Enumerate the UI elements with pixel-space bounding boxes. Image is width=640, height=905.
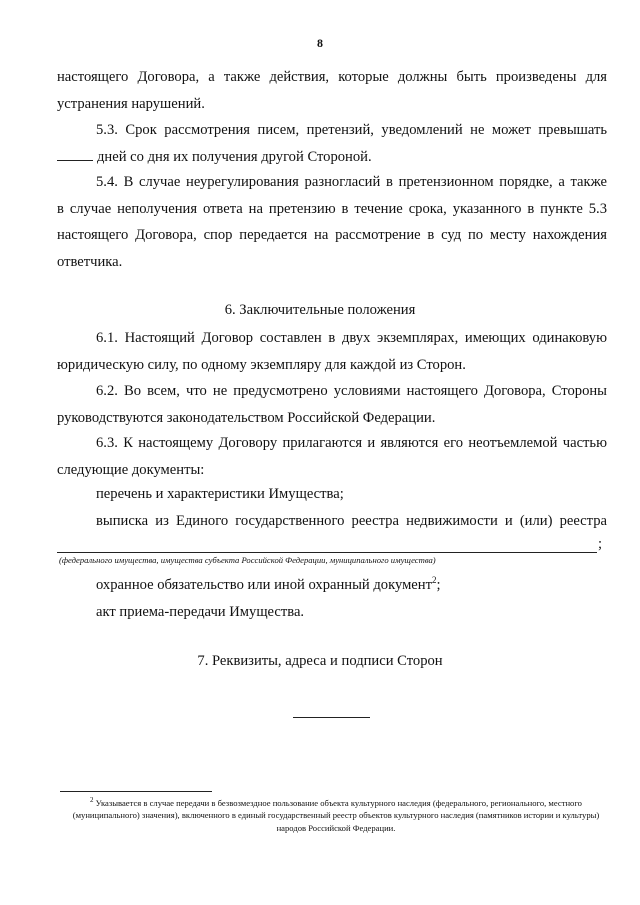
text-line: следующие документы: — [57, 461, 205, 478]
text-line: дней со дня их получения другой Стороной. — [97, 148, 372, 165]
text-line: ответчика. — [57, 253, 123, 270]
list-item: перечень и характеристики Имущества; — [96, 486, 344, 502]
footnote-marker: 2 — [90, 796, 94, 805]
document-list — [57, 481, 607, 534]
text-line: устранения нарушений. — [57, 95, 205, 112]
line-end-punctuation: ; — [598, 536, 603, 552]
footnote-ref: 2 — [431, 575, 437, 586]
text-line: 6.2. Во всем, что не предусмотрено условиями настоящего Договора, Стороны — [96, 383, 607, 399]
list-item: охранное обязательство или иной охранный документ$^2$; — [96, 575, 441, 593]
fill-line-caption: (федерального имущества, имущества субъекта Российской Федерации, муниципального имущества) — [59, 555, 436, 565]
clause-5-3 — [57, 117, 607, 170]
fill-line — [57, 552, 597, 553]
text-line: в случае неполучения ответа на претензию в течение срока, указанного в пункте 5.3 — [57, 200, 607, 217]
blank-field — [57, 146, 93, 161]
list-item: акт приема-передачи Имущества. — [96, 603, 305, 620]
text-line: 5.3. Срок рассмотрения писем, претензий, уведомлений не может превышать — [96, 122, 607, 138]
footnote-rule — [60, 791, 212, 792]
footnote-text: Указывается в случае передачи в безвозмездное пользование объекта культурного наследия (федерального, регионального, местного (муниципального) значения), включенного в единый государственный реестр объектов культурного наследия (памятников истории и культуры) народов Российской Федерации. — [72, 798, 600, 833]
footnote — [60, 797, 612, 834]
paragraph-continuation — [57, 64, 607, 117]
text-line: руководствуются законодательством Российской Федерации. — [57, 409, 436, 426]
text-line: настоящего Договора, а также действия, которые должны быть произведены для — [57, 69, 607, 85]
section-6-heading: 6. Заключительные положения — [224, 302, 416, 318]
page-number: 8 — [317, 36, 323, 50]
text-line: 6.3. К настоящему Договору прилагаются и являются его неотъемлемой частью — [96, 435, 607, 451]
section-7-heading: 7. Реквизиты, адреса и подписи Сторон — [197, 653, 443, 669]
text-line: 5.4. В случае неурегулирования разногласий в претензионном порядке, а также — [96, 174, 607, 190]
text-line: юридическую силу, по одному экземпляру для каждой из Сторон. — [57, 356, 466, 373]
list-item: выписка из Единого государственного реестра недвижимости и (или) реестра — [96, 512, 607, 529]
clause-6-1 — [57, 325, 607, 378]
clause-6-2 — [57, 378, 607, 431]
text-line: настоящего Договора, спор передается на рассмотрение в суд по месту нахождения — [57, 227, 607, 244]
clause-6-3 — [57, 430, 607, 483]
clause-5-4 — [57, 169, 607, 275]
document-list-continued — [57, 572, 607, 625]
text-line: 6.1. Настоящий Договор составлен в двух экземплярах, имеющих одинаковую — [96, 330, 607, 346]
separator-line — [293, 717, 370, 718]
